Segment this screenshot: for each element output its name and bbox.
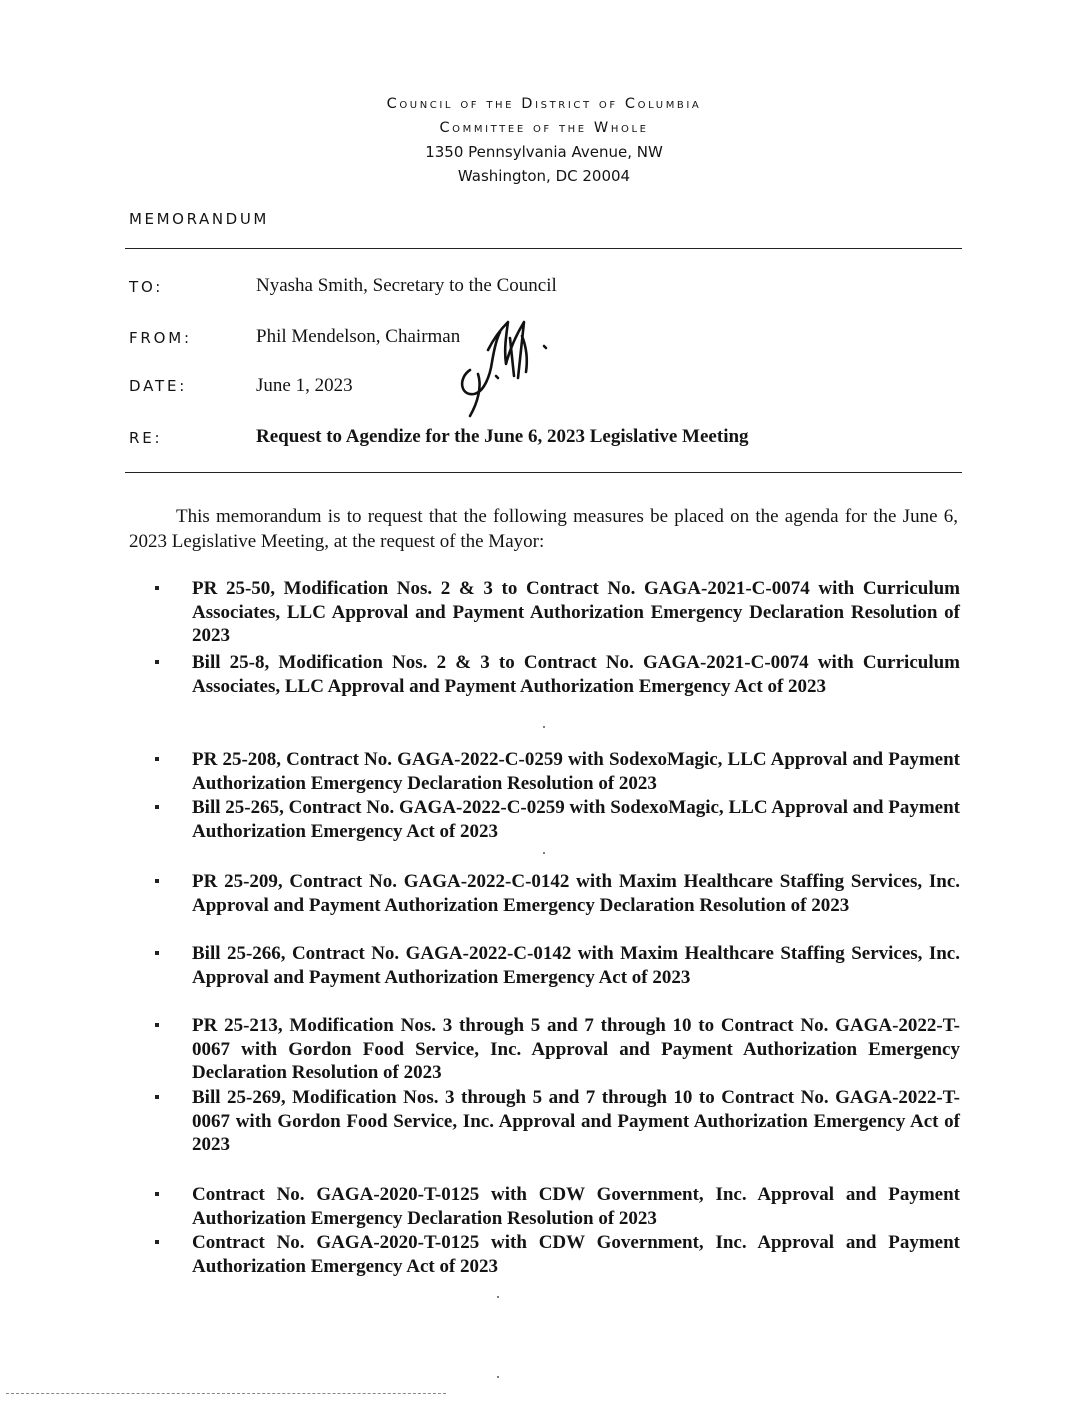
bullet-icon <box>155 660 159 664</box>
bullet-icon <box>155 1023 159 1027</box>
from-value: Phil Mendelson, Chairman <box>256 326 461 347</box>
to-value: Nyasha Smith, Secretary to the Council <box>256 275 557 296</box>
measure-text: PR 25-208, Contract No. GAGA-2022-C-0259 with SodexoMagic, LLC Approval and Payment Authorization Emergency Declaration Resolution of 2023 <box>192 749 960 794</box>
date-label: DATE: <box>129 377 188 395</box>
measure-text: Contract No. GAGA-2020-T-0125 with CDW Government, Inc. Approval and Payment Authorization Emergency Act of 2023 <box>192 1232 960 1277</box>
measure-text: PR 25-213, Modification Nos. 3 through 5 and 7 through 10 to Contract No. GAGA-2022-T-0067 with Gordon Food Service, Inc. Approval and Payment Authorization Emergency Declaration Resolution of 2023 <box>192 1015 960 1083</box>
list-item <box>155 1086 960 1157</box>
list-item <box>155 942 960 989</box>
scan-speck <box>543 726 545 728</box>
measure-text: Bill 25-8, Modification Nos. 2 & 3 to Contract No. GAGA-2021-C-0074 with Curriculum Associates, LLC Approval and Payment Authorization Emergency Act of 2023 <box>192 652 960 697</box>
list-item <box>155 1231 960 1278</box>
list-item <box>155 577 960 648</box>
measure-text: Contract No. GAGA-2020-T-0125 with CDW Government, Inc. Approval and Payment Authorization Emergency Declaration Resolution of 2023 <box>192 1184 960 1229</box>
address-street: 1350 Pennsylvania Avenue, NW <box>425 143 663 161</box>
header-top-rule <box>125 248 962 249</box>
list-item <box>155 651 960 698</box>
memorandum-label: MEMORANDUM <box>129 210 269 228</box>
re-value: Request to Agendize for the June 6, 2023 Legislative Meeting <box>256 426 749 447</box>
measure-text: Bill 25-269, Modification Nos. 3 through 5 and 7 through 10 to Contract No. GAGA-2022-T-0067 with Gordon Food Service, Inc. Approval and Payment Authorization Emergency Act of 2023 <box>192 1087 960 1155</box>
list-item <box>155 796 960 843</box>
scan-speck <box>497 1296 499 1298</box>
bullet-icon <box>155 951 159 955</box>
bullet-icon <box>155 1192 159 1196</box>
bullet-icon <box>155 805 159 809</box>
measure-text: PR 25-209, Contract No. GAGA-2022-C-0142 with Maxim Healthcare Staffing Services, Inc. Approval and Payment Authorization Emergency Declaration Resolution of 2023 <box>192 871 960 916</box>
bullet-icon <box>155 586 159 590</box>
re-label: RE: <box>129 429 163 447</box>
signature-mark <box>448 316 558 420</box>
bullet-icon <box>155 1240 159 1244</box>
list-item <box>155 1183 960 1230</box>
council-name: Council of the District of Columbia <box>386 96 702 112</box>
to-label: TO: <box>129 278 164 296</box>
measure-text: Bill 25-265, Contract No. GAGA-2022-C-0259 with SodexoMagic, LLC Approval and Payment Authorization Emergency Act of 2023 <box>192 797 960 842</box>
date-value: June 1, 2023 <box>256 375 353 396</box>
list-item <box>155 748 960 795</box>
intro-paragraph: This memorandum is to request that the following measures be placed on the agenda for the June 6, 2023 Legislative Meeting, at the request of the Mayor: <box>129 506 958 552</box>
from-label: FROM: <box>129 329 192 347</box>
bullet-icon <box>155 757 159 761</box>
scan-edge-strip <box>6 1393 446 1394</box>
address-city: Washington, DC 20004 <box>457 167 631 185</box>
scan-speck <box>497 1376 499 1378</box>
scan-speck <box>543 852 545 854</box>
list-item <box>155 870 960 917</box>
measure-text: Bill 25-266, Contract No. GAGA-2022-C-0142 with Maxim Healthcare Staffing Services, Inc. Approval and Payment Authorization Emergency Act of 2023 <box>192 943 960 988</box>
bullet-icon <box>155 1095 159 1099</box>
committee-name: Committee of the Whole <box>439 120 649 136</box>
measure-text: PR 25-50, Modification Nos. 2 & 3 to Contract No. GAGA-2021-C-0074 with Curriculum Associates, LLC Approval and Payment Authorization Emergency Declaration Resolution of 2023 <box>192 578 960 646</box>
letterhead <box>0 92 1088 140</box>
bullet-icon <box>155 879 159 883</box>
header-bottom-rule <box>125 472 962 473</box>
list-item <box>155 1014 960 1085</box>
